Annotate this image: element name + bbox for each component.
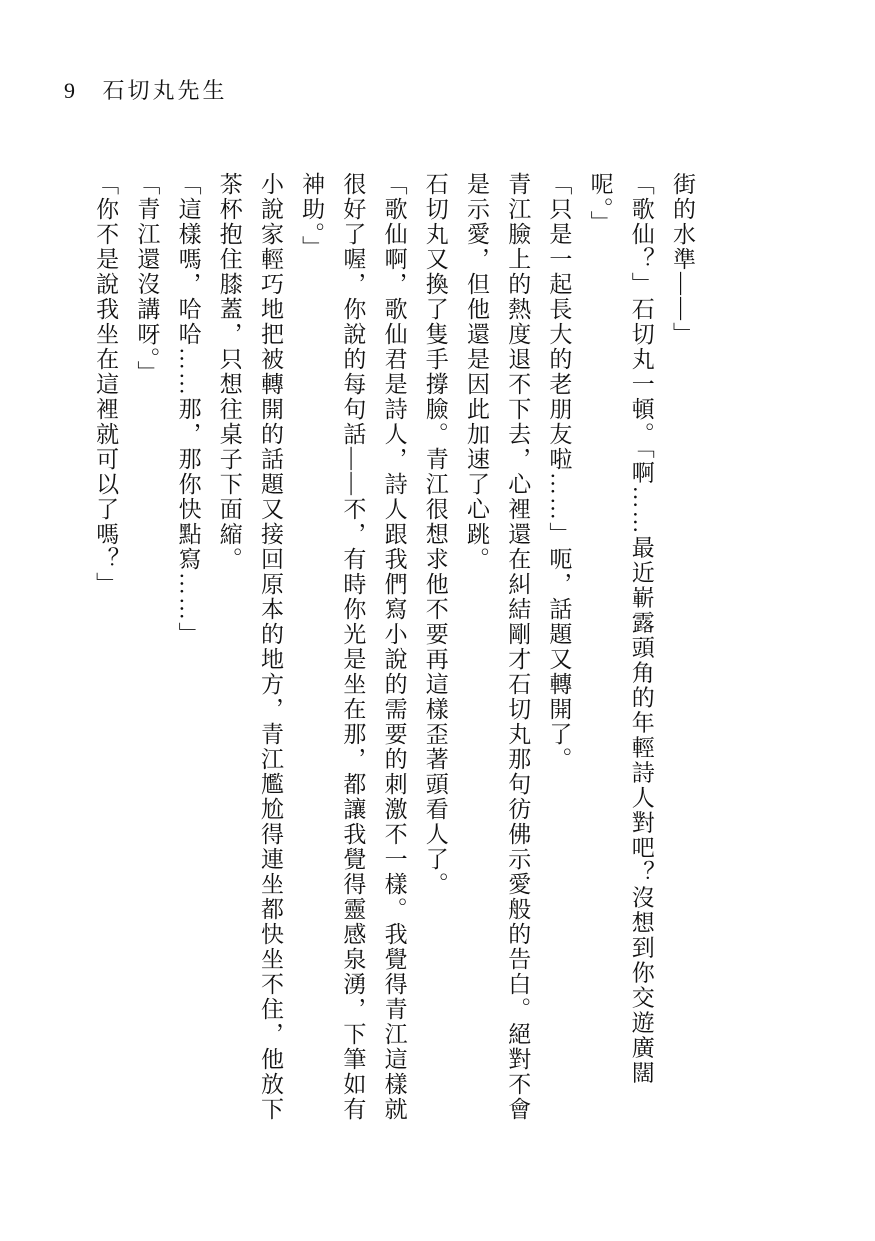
chapter-title: 石切丸先生	[102, 78, 228, 103]
page-number: 9	[64, 78, 78, 103]
page-header	[64, 76, 228, 106]
paragraph: 「只是一起長大的老朋友啦……」呃，話題又轉開了。	[546, 172, 572, 772]
paragraph: 小說家輕巧地把被轉開的話題又接回原本的地方，青江尷尬得連坐都快坐不住，他放下茶杯抱住膝蓋，只想往桌子下面縮。	[216, 172, 283, 1122]
paragraph: 「你不是說我坐在這裡就可以了嗎？」	[93, 172, 119, 597]
paragraph: 街的水準——」	[670, 172, 695, 347]
paragraph: 「歌仙？」石切丸一頓。「啊……最近嶄露頭角的年輕詩人對吧？沒想到你交遊廣闊呢。」	[587, 172, 654, 1086]
paragraph: 「這樣嗎，哈哈……那，那你快點寫……」	[175, 172, 201, 647]
body-text	[93, 172, 703, 1132]
paragraph: 青江臉上的熱度退不下去，心裡還在糾結剛才石切丸那句彷佛示愛般的告白。絕對不會是示愛，但他還是因此加速了心跳。	[463, 172, 531, 1122]
paragraph: 石切丸又換了隻手撐臉。青江很想求他不要再這樣歪著頭看人了。	[422, 172, 448, 897]
paragraph: 「歌仙啊，歌仙君是詩人，詩人跟我們寫小說的需要的刺激不一樣。我覺得青江這樣就很好了喔，你說的每句話——不，有時你光是坐在那，都讓我覺得靈感泉湧，下筆如有神助。」	[299, 172, 407, 1122]
paragraph: 「青江還沒講呀。」	[134, 172, 160, 386]
